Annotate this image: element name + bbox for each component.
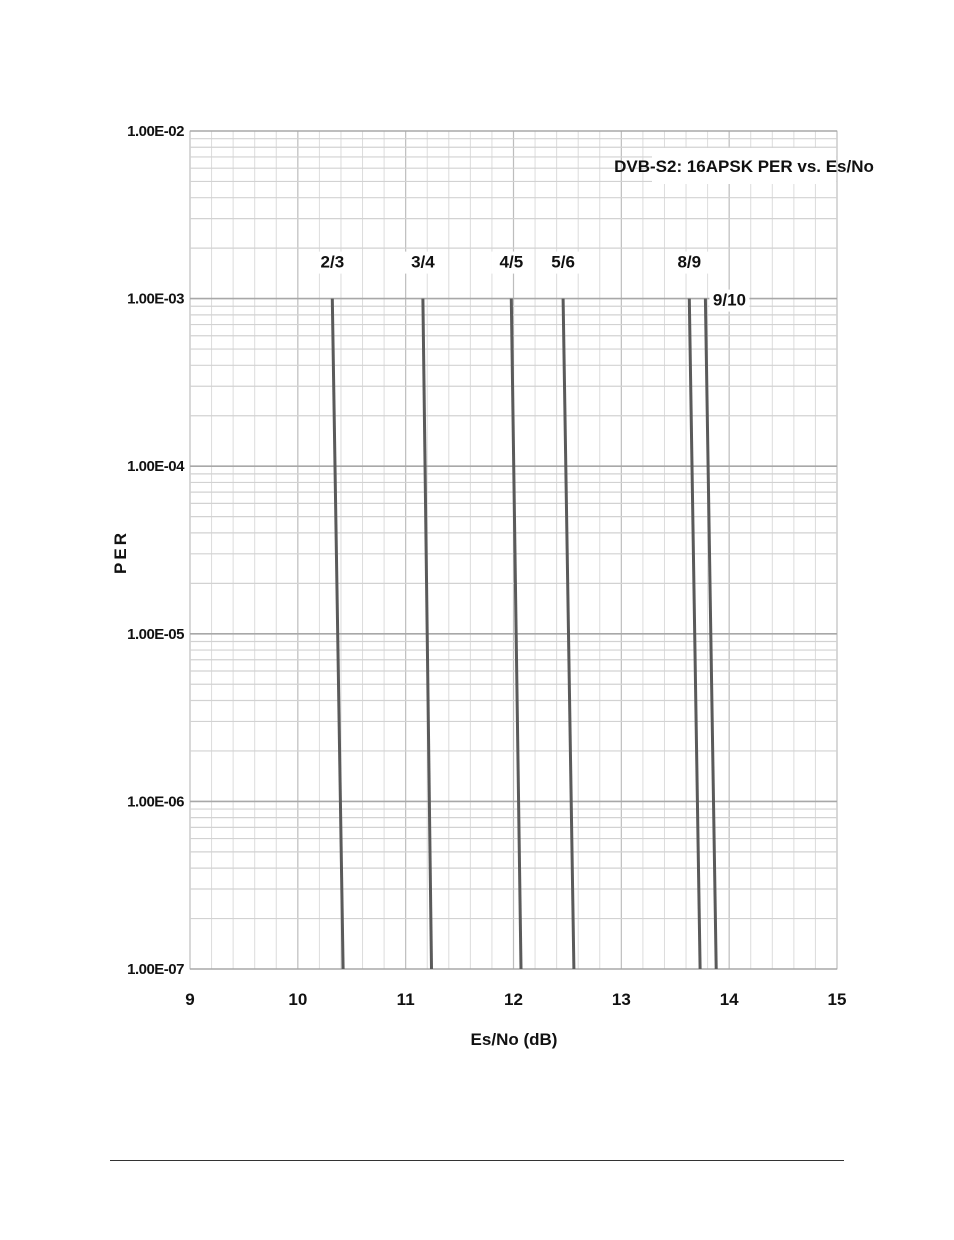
x-tick-label: 12: [504, 990, 523, 1009]
y-tick-label: 1.00E-06: [127, 793, 184, 811]
y-tick-label: 1.00E-03: [127, 290, 184, 308]
page-footer-divider: [110, 1160, 844, 1161]
x-tick-label: 13: [611, 990, 631, 1009]
series-label-9-10: 9/10: [712, 290, 746, 310]
y-axis-title: PER: [111, 530, 130, 574]
x-tick-label: 14: [719, 990, 739, 1009]
x-tick-label: 10: [288, 990, 308, 1009]
x-tick-label: 15: [827, 990, 847, 1009]
y-tick-label: 1.00E-04: [127, 458, 184, 476]
series-label-5-6: 5/6: [551, 252, 575, 272]
series-label-8-9: 8/9: [677, 252, 702, 272]
y-tick-label: 1.00E-05: [127, 625, 184, 643]
x-tick-label: 11: [396, 990, 415, 1009]
chart-title: DVB-S2: 16APSK PER vs. Es/No: [614, 157, 874, 176]
x-tick-label: 9: [185, 990, 195, 1009]
series-label-4-5: 4/5: [499, 252, 524, 272]
series-label-2-3: 2/3: [320, 252, 345, 272]
y-tick-label: 1.00E-02: [127, 123, 184, 140]
y-tick-label: 1.00E-07: [127, 961, 184, 978]
chart-title-box: [614, 148, 874, 184]
x-axis-title: Es/No (dB): [470, 1030, 558, 1049]
series-label-3-4: 3/4: [411, 252, 435, 272]
